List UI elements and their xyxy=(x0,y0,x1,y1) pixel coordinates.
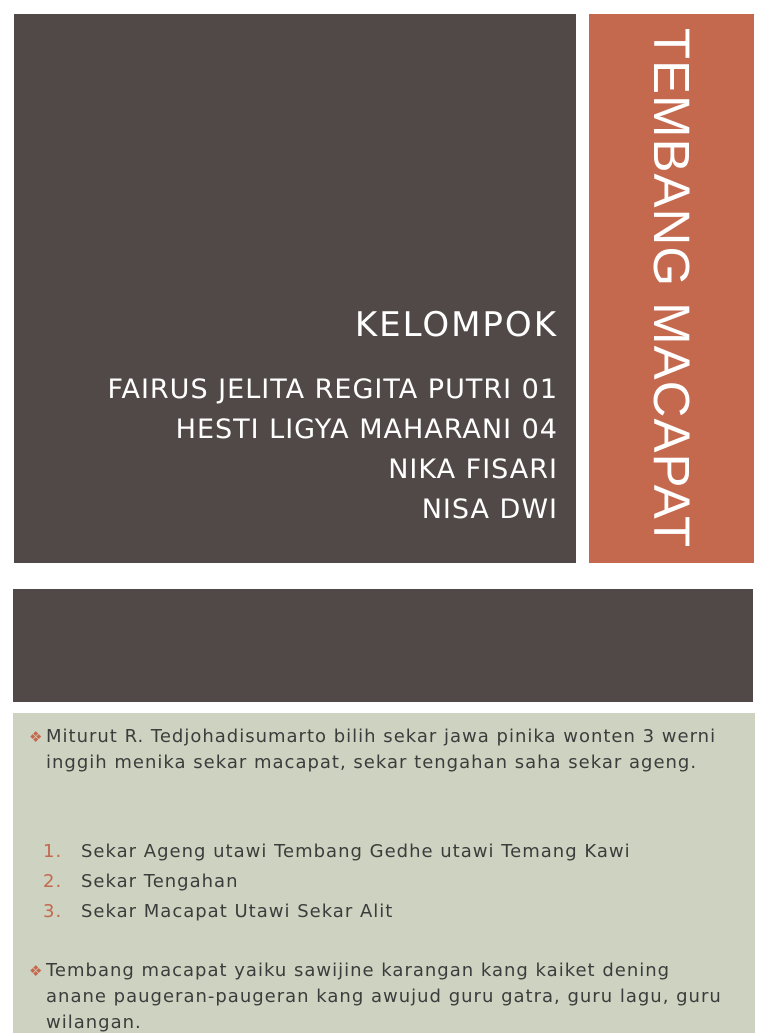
definition-paragraph xyxy=(29,958,726,1033)
list-item-number: 1. xyxy=(43,841,63,862)
content-slide-header-band xyxy=(13,589,753,702)
title-slide-side-panel xyxy=(589,14,754,563)
title-slide-main-panel xyxy=(14,14,576,563)
member-name: HESTI LIGYA MAHARANI 04 xyxy=(175,414,558,445)
list-item-number: 3. xyxy=(43,901,63,922)
member-name: NIKA FISARI xyxy=(388,454,558,485)
diamond-bullet-icon: ❖ xyxy=(29,962,44,980)
list-item-text: Sekar Tengahan xyxy=(81,871,239,892)
intro-paragraph xyxy=(29,724,726,776)
list-item xyxy=(43,897,631,927)
list-item-text: Sekar Macapat Utawi Sekar Alit xyxy=(81,901,394,922)
list-item-text: Sekar Ageng utawi Tembang Gedhe utawi Temang Kawi xyxy=(81,841,631,862)
group-info xyxy=(107,304,558,530)
member-name: FAIRUS JELITA REGITA PUTRI 01 xyxy=(107,374,558,405)
group-title: KELOMPOK xyxy=(354,305,558,345)
intro-paragraph-text: Miturut R. Tedjohadisumarto bilih sekar jawa pinika wonten 3 werni inggih menika sekar macapat, sekar tengahan saha sekar ageng. xyxy=(46,726,717,773)
list-item-number: 2. xyxy=(43,871,63,892)
list-item xyxy=(43,867,631,897)
numbered-list xyxy=(43,837,631,927)
content-slide-body xyxy=(13,713,755,1033)
slide-title: TEMBANG MACAPAT xyxy=(643,27,700,549)
diamond-bullet-icon: ❖ xyxy=(29,728,44,746)
member-name: NISA DWI xyxy=(421,494,558,525)
definition-paragraph-text: Tembang macapat yaiku sawijine karangan kang kaiket dening anane paugeran-paugeran kang awujud guru gatra, guru lagu, guru wilangan. xyxy=(46,960,722,1033)
list-item xyxy=(43,837,631,867)
